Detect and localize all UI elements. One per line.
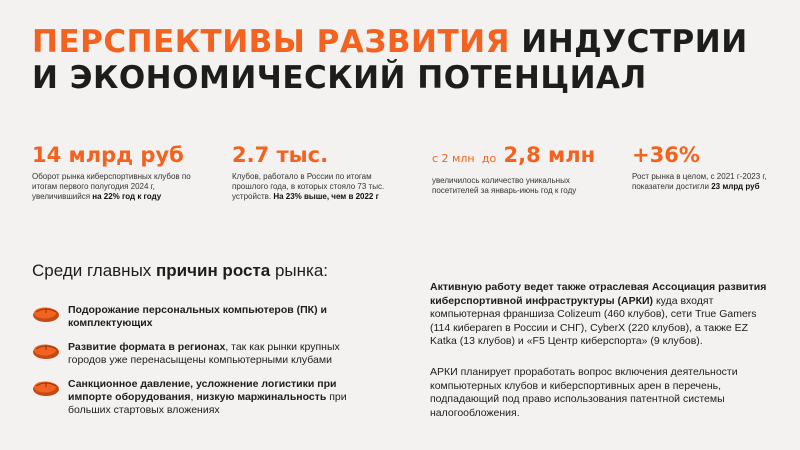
- reason-item-2: [32, 341, 362, 367]
- page-title: [32, 24, 748, 96]
- title-accent: ПЕРСПЕКТИВЫ РАЗВИТИЯ: [32, 24, 510, 60]
- title-line-2: И ЭКОНОМИЧЕСКИЙ ПОТЕНЦИАЛ: [32, 60, 647, 96]
- stat-market-growth: [632, 142, 782, 192]
- reasons-heading-tail: рынка:: [270, 261, 328, 280]
- association-plan-paragraph: АРКИ планирует проработать вопрос включения деятельности компьютерных клубов и киберспортивных арен в перечень, подпадающий под право использования патентной системы налогообложения.: [430, 366, 738, 419]
- reasons-heading-bold: причин роста: [156, 261, 271, 280]
- stat-description: [232, 172, 392, 202]
- stat-value: +36%: [632, 143, 700, 167]
- stat-desc-highlight: На 23% выше, чем в 2022 г: [273, 192, 379, 201]
- computer-mouse-icon: [32, 379, 60, 397]
- reason-bold: Санкционное давление, усложнение логистики при импорте оборудования: [68, 378, 337, 403]
- reason-bold: Подорожание персональных компьютеров (ПК) и комплектующих: [68, 304, 327, 329]
- reason-normal: ,: [190, 391, 197, 403]
- stat-value: [432, 142, 602, 172]
- stat-value: 2.7 тыс.: [232, 143, 329, 167]
- stat-description: увеличилось количество уникальных посетителей за январь-июнь год к году: [432, 176, 577, 195]
- stat-prefix-from: с 2 млн: [432, 152, 475, 165]
- stat-prefix-to: до: [481, 152, 497, 165]
- reasons-heading-text: Среди главных: [32, 261, 157, 280]
- association-bold: Активную работу ведет также отраслевая Ассоциация развития киберспортивной инфраструктуры (АРКИ): [430, 281, 767, 307]
- reason-normal-2: при больших стартовых вложениях: [68, 391, 347, 416]
- stat-description: [32, 172, 197, 202]
- stat-clubs: [232, 142, 392, 202]
- reason-bold-2: низкую маржинальность: [196, 391, 327, 403]
- reason-text: [68, 341, 362, 367]
- computer-mouse-icon: [32, 342, 60, 360]
- stat-desc-text: Оборот рынка киберспортивных клубов по итогам первого полугодия 2024 г, увеличившийся: [32, 172, 191, 201]
- stat-desc-highlight: на 22% год к году: [92, 192, 162, 201]
- computer-mouse-icon: [32, 305, 60, 323]
- stat-desc-text: Рост рынка в целом, с 2021 г-2023 г, показатели достигли: [632, 172, 767, 191]
- reason-bold: Развитие формата в регионах: [68, 341, 226, 353]
- stat-description: [632, 172, 782, 192]
- reason-item-3: [32, 378, 372, 417]
- stat-value-main: 2,8 млн: [503, 143, 596, 167]
- association-paragraph: [430, 281, 775, 349]
- stat-value: 14 млрд руб: [32, 143, 184, 167]
- stat-turnover: [32, 142, 197, 202]
- stat-desc-highlight: 23 млрд руб: [711, 182, 760, 191]
- stat-visitors: [432, 142, 602, 196]
- reason-item-1: [32, 304, 362, 330]
- reason-text: [68, 304, 362, 330]
- reasons-heading: [32, 260, 328, 282]
- stat-desc-text: Клубов, работало в России по итогам прошлого года, в которых стояло 73 тыс. устройств.: [232, 172, 385, 201]
- reason-normal: , так как рынки крупных городов уже перенасыщены компьютерными клубами: [68, 341, 340, 366]
- association-text: куда входят компьютерная франшиза Colizeum (460 клубов), сети True Gamers (114 кибераren в России и СНГ), CyberX (220 клубов), а также EZ Katka (13 клубов) и «F5 Центр киберспорта» (9 клубов).: [430, 294, 757, 347]
- reason-text: [68, 378, 372, 417]
- title-rest: ИНДУСТРИИ: [509, 24, 748, 60]
